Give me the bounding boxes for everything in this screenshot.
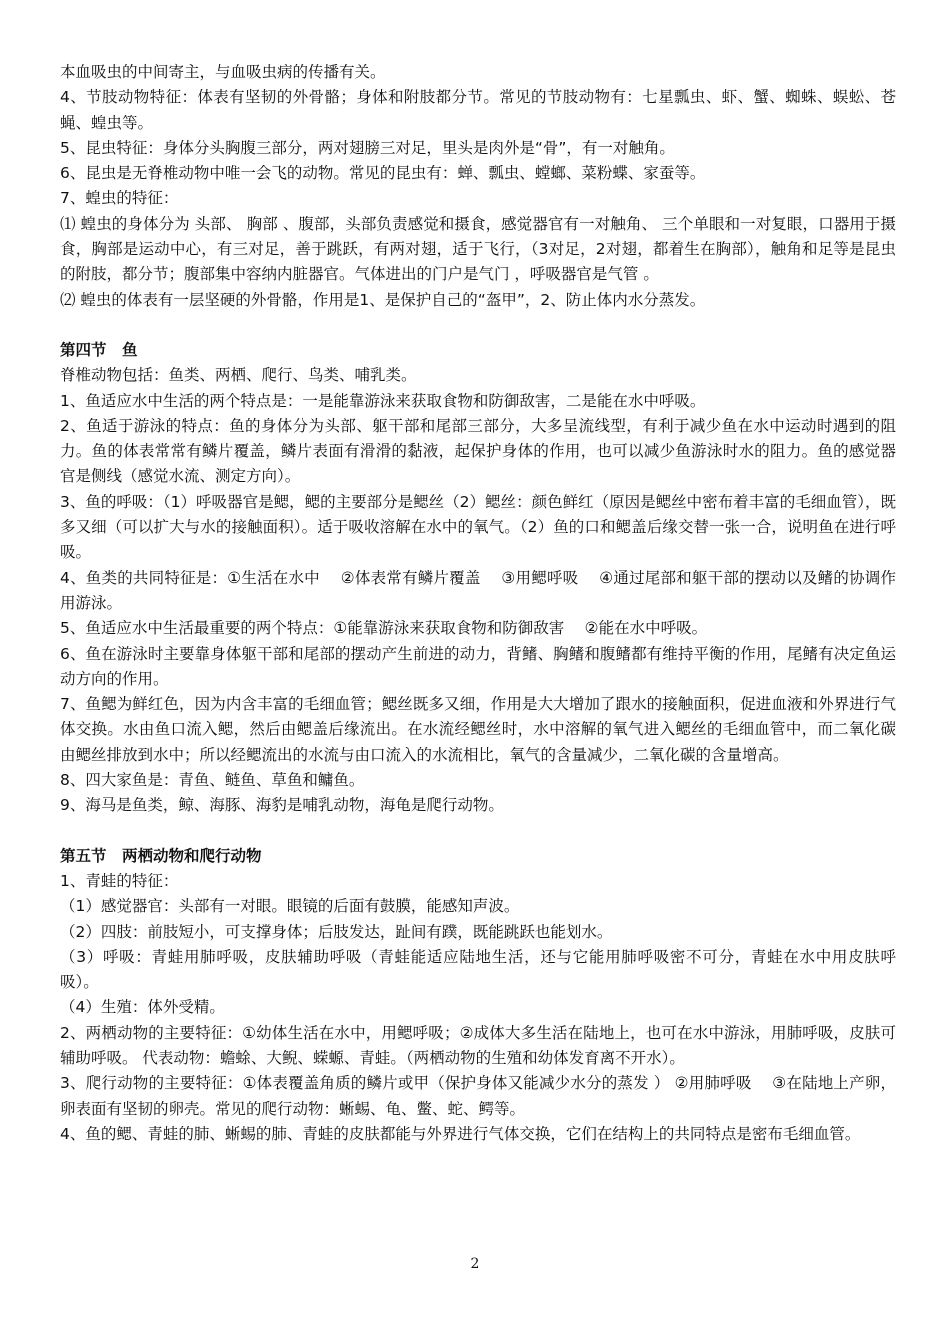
paragraph: 5、鱼适应水中生活最重要的两个特点：①能靠游泳来获取食物和防御敌害 ②能在水中呼吸。 <box>60 619 708 638</box>
paragraph: ⑴ 蝗虫的身体分为 头部、 胸部 、腹部，头部负责感觉和摄食，感觉器官有一对触角、 三个单眼和一对复眼，口器用于摄食，胸部是运动中心，有三对足，善于跳跃，有两对翅，适于飞行，（3对足，2对翅，都着生在胸部），触角和足等是昆虫的附肢，都分节；腹部集中容纳内脏器官。气体进出的门户是气门 ，呼吸器官是气管 。 <box>60 214 896 284</box>
paragraph: （4）生殖：体外受精。 <box>60 998 225 1017</box>
paragraph: 9、海马是鱼类，鲸、海豚、海豹是哺乳动物，海龟是爬行动物。 <box>60 796 504 815</box>
paragraph: （2）四肢：前肢短小，可支撑身体；后肢发达，趾间有蹼，既能跳跃也能划水。 <box>60 922 613 941</box>
paragraph: 本血吸虫的中间寄主，与血吸虫病的传播有关。 <box>60 63 386 81</box>
paragraph: 1、鱼适应水中生活的两个特点是：一是能靠游泳来获取食物和防御敌害，二是能在水中呼吸。 <box>60 391 706 410</box>
paragraph: （3）呼吸：青蛙用肺呼吸，皮肤辅助呼吸（青蛙能适应陆地生活，还与它能用肺呼吸密不可分，青蛙在水中用皮肤呼吸）。 <box>60 947 896 992</box>
paragraph: 2、鱼适于游泳的特点：鱼的身体分为头部、躯干部和尾部三部分，大多呈流线型，有利于减少鱼在水中运动时遇到的阻力。鱼的体表常常有鳞片覆盖，鳞片表面有滑滑的黏液，起保护身体的作用，也可以减少鱼游泳时水的阻力。鱼的感觉器官是侧线（感觉水流、测定方向）。 <box>60 416 896 486</box>
section-heading: 第四节 鱼 <box>60 340 138 359</box>
paragraph: 4、节肢动物特征：体表有坚韧的外骨骼；身体和附肢都分节。常见的节肢动物有：七星瓢虫、虾、蟹、蜘蛛、蜈蚣、苍蝇、蝗虫等。 <box>60 88 896 132</box>
paragraph: 7、鱼鳃为鲜红色，因为内含丰富的毛细血管；鳃丝既多又细，作用是大大增加了跟水的接触面积，促进血液和外界进行气体交换。水由鱼口流入鳃，然后由鳃盖后缘流出。在水流经鳃丝时，水中溶解的氧气进入鳃丝的毛细血管中，而二氧化碳由鳃丝排放到水中；所以经鳃流出的水流与由口流入的水流相比，氧气的含量减少，二氧化碳的含量增高。 <box>60 695 896 764</box>
paragraph: ⑵ 蝗虫的体表有一层坚硬的外骨骼，作用是1、是保护自己的“盔甲”，2、防止体内水分蒸发。 <box>60 290 706 309</box>
paragraph: 6、鱼在游泳时主要靠身体躯干部和尾部的摆动产生前进的动力，背鳍、胸鳍和腹鳍都有维持平衡的作用，尾鳍有决定鱼运动方向的作用。 <box>60 644 896 688</box>
paragraph: 4、鱼类的共同特征是：①生活在水中 ②体表常有鳞片覆盖 ③用鳃呼吸 ④通过尾部和躯干部的摆动以及鳍的协调作用游泳。 <box>60 568 896 612</box>
section-heading: 第五节 两栖动物和爬行动物 <box>60 846 262 865</box>
paragraph: 1、青蛙的特征： <box>60 871 179 890</box>
paragraph: 5、昆虫特征：身体分头胸腹三部分，两对翅膀三对足，里头是肉外是“骨”，有一对触角。 <box>60 138 675 157</box>
paragraph: 3、爬行动物的主要特征：①体表覆盖角质的鳞片或甲（保护身体又能减少水分的蒸发 ） ②用肺呼吸 ③在陆地上产卵，卵表面有坚韧的卵壳。常见的爬行动物：蜥蜴、龟、鳖、蛇、鳄等。 <box>60 1074 896 1118</box>
paragraph: 8、四大家鱼是：青鱼、鲢鱼、草鱼和鳙鱼。 <box>60 771 365 790</box>
page-number: 2 <box>470 1256 480 1272</box>
paragraph: 3、鱼的呼吸：（1）呼吸器官是鳃，鳃的主要部分是鳃丝（2）鳃丝：颜色鲜红（原因是鳃丝中密布着丰富的毛细血管），既多又细（可以扩大与水的接触面积）。适于吸收溶解在水中的氧气。（2）鱼的口和鳃盖后缘交替一张一合，说明鱼在进行呼吸。 <box>60 492 896 562</box>
paragraph: 脊椎动物包括：鱼类、两栖、爬行、鸟类、哺乳类。 <box>60 366 417 385</box>
paragraph: 4、鱼的鳃、青蛙的肺、蜥蜴的肺、青蛙的皮肤都能与外界进行气体交换，它们在结构上的共同特点是密布毛细血管。 <box>60 1124 861 1143</box>
paragraph: 7、蝗虫的特征： <box>60 189 179 208</box>
document-body <box>60 60 896 1147</box>
paragraph: 6、昆虫是无脊椎动物中唯一会飞的动物。常见的昆虫有：蝉、瓢虫、螳螂、菜粉蝶、家蚕等。 <box>60 164 706 183</box>
paragraph: （1）感觉器官：头部有一对眼。眼镜的后面有鼓膜，能感知声波。 <box>60 897 520 916</box>
paragraph: 2、两栖动物的主要特征：①幼体生活在水中，用鳃呼吸；②成体大多生活在陆地上，也可在水中游泳，用肺呼吸，皮肤可辅助呼吸。 代表动物：蟾蜍、大鲵、蝾螈、青蛙。（两栖动物的生殖和幼体发育离不开水）。 <box>60 1023 896 1067</box>
